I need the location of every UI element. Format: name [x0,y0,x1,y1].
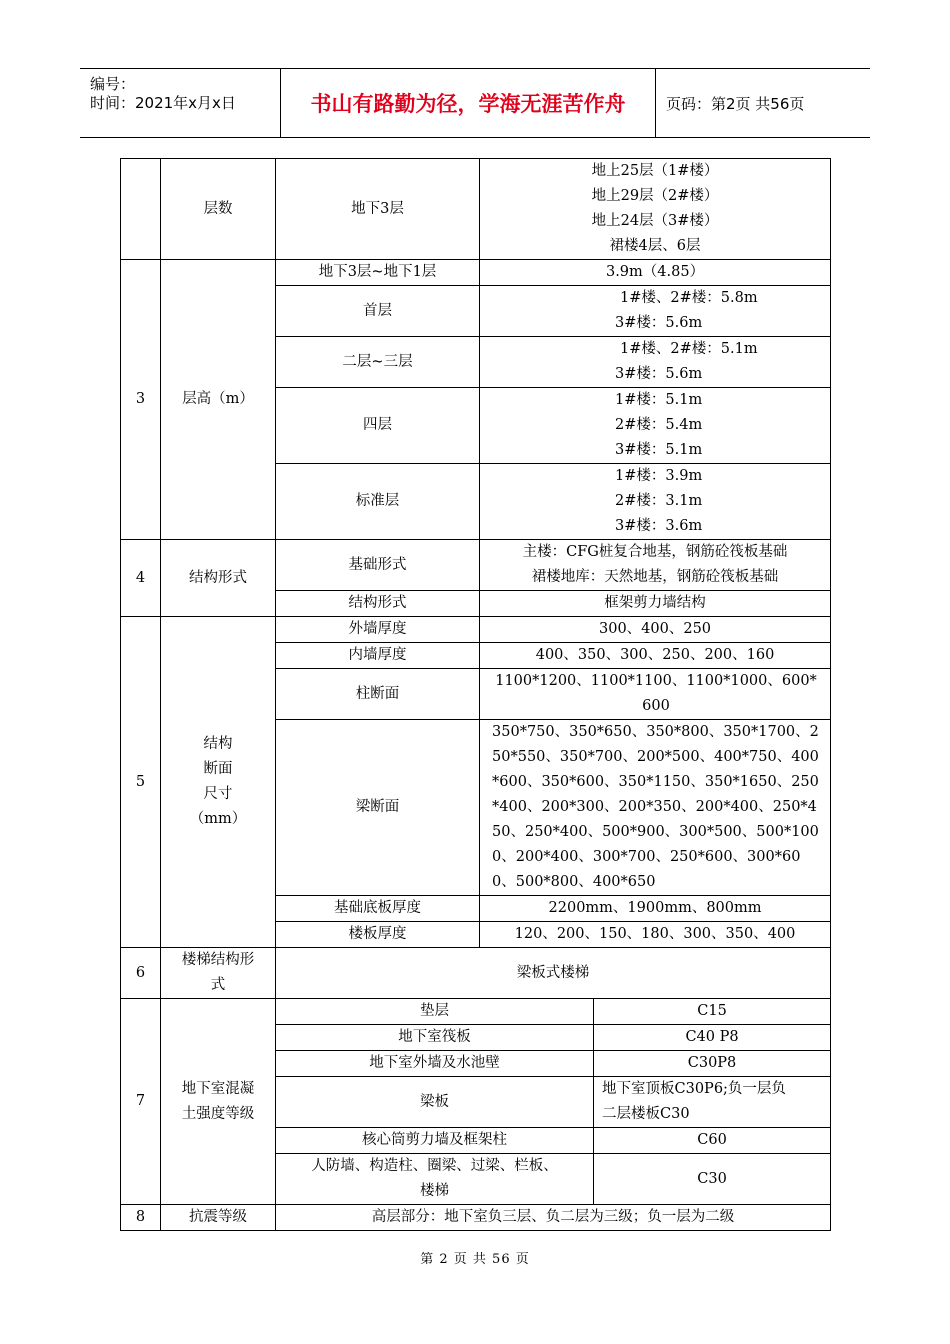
sub-label: 地下室外墙及水池壁 [276,1051,594,1077]
header-meta [80,69,280,137]
row-number: 8 [121,1205,161,1231]
item-line: 式 [210,977,226,993]
value-line: 1#楼：3.9m [615,468,703,484]
row-number [121,159,161,260]
value-line: 1#楼、2#楼：5.1m [620,341,758,357]
value-cell: 高层部分：地下室负三层、负二层为三级；负一层为二级 [276,1205,831,1231]
sub-label: 地下3层~地下1层 [276,260,480,286]
page-info: 页码：第2页 共56页 [666,94,805,113]
value-line: 3#楼：3.6m [615,518,703,534]
sub-label: 基础底板厚度 [276,896,480,922]
sub-label [276,1154,594,1205]
value-cell: C30 [594,1154,831,1205]
sub-label: 楼板厚度 [276,922,480,948]
value-line: 地上29层（2#楼） [591,188,719,204]
item-line: 尺寸 [203,786,233,802]
item-label: 抗震等级 [161,1205,276,1231]
value-line: 裙楼地库：天然地基，钢筋砼筏板基础 [531,569,779,585]
item-line: 结构 [203,736,233,752]
item-line: 地下室混凝 [181,1080,255,1097]
item-line: 楼梯结构形 [181,952,255,968]
value-line: 二层楼板C30 [602,1106,690,1122]
value-cell: 3.9m（4.85） [480,260,831,286]
page-footer: 第 2 页 共 56 页 [420,1252,530,1267]
value-cell: 梁板式楼梯 [276,948,831,999]
item-label [161,999,276,1205]
table-row [121,1205,831,1231]
value-line: 裙楼4层、6层 [609,238,701,254]
value-cell [480,388,831,464]
value-cell: 2200mm、1900mm、800mm [480,896,831,922]
table-row [121,999,831,1025]
table-row [121,260,831,286]
sub-label: 垫层 [276,999,594,1025]
item-label [161,948,276,999]
sub-line: 人防墙、构造柱、圈梁、过梁、栏板、 [311,1158,558,1174]
value-cell: 350*750、350*650、350*800、350*1700、250*550、350*700、200*500、400*750、400*600、350*600、350*1150、350*1650、250*400、200*300、200*350、200*400、250*450、250*400、500*900、300*500、500*1000、200*400、300*700、250*600、300*600、500*800、400*650 [480,720,831,896]
row-number: 3 [121,260,161,540]
table-row [121,617,831,643]
row-number: 6 [121,948,161,999]
value-cell: C40 P8 [594,1025,831,1051]
sub-label: 柱断面 [276,669,480,720]
page-header [80,68,870,138]
table-row [121,948,831,999]
value-cell: 300、400、250 [480,617,831,643]
sub-label: 四层 [276,388,480,464]
item-label: 层高（m） [161,260,276,540]
value-line: 地上24层（3#楼） [591,213,719,229]
value-line: 地下室顶板C30P6;负一层负 [602,1081,786,1097]
value-cell [480,464,831,540]
row-number: 7 [121,999,161,1205]
item-line: （mm） [189,811,247,827]
value-cell [594,1077,831,1128]
sub-label: 结构形式 [276,591,480,617]
spec-table [120,158,831,1231]
item-label: 结构形式 [161,540,276,617]
value-cell: 400、350、300、250、200、160 [480,643,831,669]
sub-label: 梁板 [276,1077,594,1128]
value-line: 3#楼：5.6m [615,366,703,382]
item-label: 层数 [161,159,276,260]
motto: 书山有路勤为径，学海无涯苦作舟 [280,69,656,137]
item-line: 断面 [203,761,233,777]
table-row [121,159,831,260]
value-cell: 120、200、150、180、300、350、400 [480,922,831,948]
sub-label: 二层~三层 [276,337,480,388]
value-cell: 1100*1200、1100*1100、1100*1000、600*600 [480,669,831,720]
sub-label: 首层 [276,286,480,337]
value-line: 3#楼：5.1m [615,442,703,458]
sub-label: 梁断面 [276,720,480,896]
number-label: 编号： [90,75,136,93]
value-cell: C15 [594,999,831,1025]
value-line: 1#楼：5.1m [615,392,703,408]
value-cell [480,540,831,591]
sub-label: 基础形式 [276,540,480,591]
value-line: 3#楼：5.6m [615,315,703,331]
value-line: 地上25层（1#楼） [591,163,719,179]
value-cell [480,159,831,260]
sub-label: 核心筒剪力墙及框架柱 [276,1128,594,1154]
sub-label: 地下3层 [276,159,480,260]
sub-label: 标准层 [276,464,480,540]
row-number: 4 [121,540,161,617]
sub-label: 外墙厚度 [276,617,480,643]
value-cell: C60 [594,1128,831,1154]
sub-label: 地下室筏板 [276,1025,594,1051]
row-number: 5 [121,617,161,948]
time-label: 时间：2021年x月x日 [90,94,236,112]
value-cell: 框架剪力墙结构 [480,591,831,617]
table-row [121,540,831,591]
value-line: 2#楼：3.1m [615,493,703,509]
value-cell: C30P8 [594,1051,831,1077]
value-line: 2#楼：5.4m [615,417,703,433]
sub-line: 楼梯 [420,1183,449,1199]
value-cell [480,337,831,388]
item-label [161,617,276,948]
item-line: 土强度等级 [181,1105,255,1122]
sub-label: 内墙厚度 [276,643,480,669]
value-line: 1#楼、2#楼：5.8m [620,290,758,306]
value-line: 主楼：CFG桩复合地基，钢筋砼筏板基础 [522,544,788,560]
value-cell [480,286,831,337]
